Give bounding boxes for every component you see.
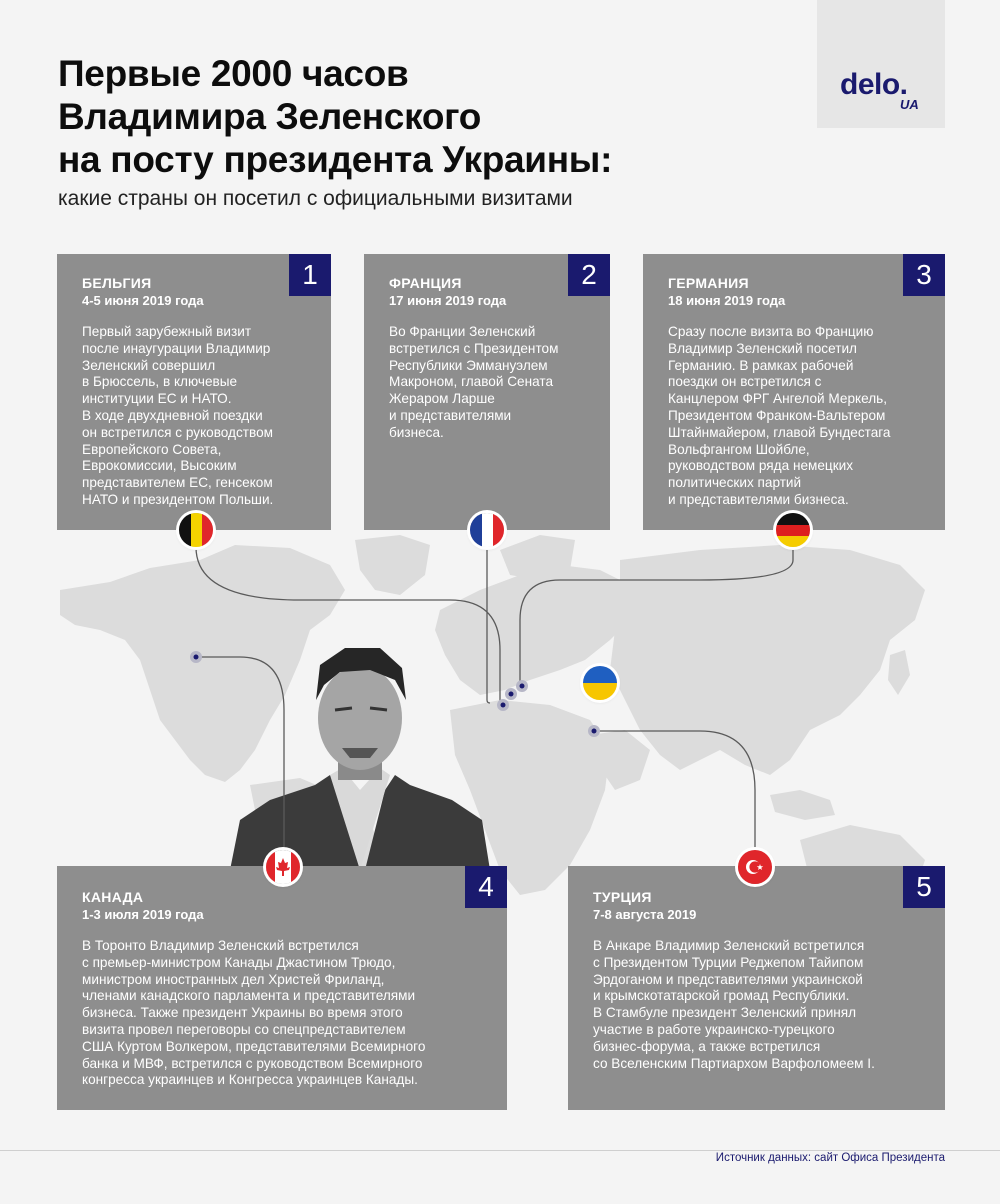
logo[interactable] (817, 0, 945, 128)
logo-suffix: UA (900, 97, 919, 112)
visit-date: 7-8 августа 2019 (593, 907, 697, 922)
title-line-1: Первые 2000 часов (58, 53, 409, 94)
footer-divider (0, 1150, 1000, 1151)
visit-description: Сразу после визита во Францию Владимир Зеленский посетил Германию. В рамках рабочей поездки он встретился с Канцлером ФРГ Ангелой Меркель, Президентом Франком-Вальтером Штайнмайером, главой Бундестага Вольфгангом Шойбле, руководством ряда немецких политических партий и представителями бизнеса. (668, 324, 891, 507)
world-map (0, 520, 1000, 900)
visit-date: 18 июня 2019 года (668, 293, 786, 308)
title-line-2: Владимира Зеленского (58, 96, 482, 137)
logo-text: delo. (840, 68, 908, 101)
visit-date: 4-5 июня 2019 года (82, 293, 204, 308)
page-title (58, 52, 612, 181)
visit-number: 3 (903, 254, 945, 296)
visit-date: 1-3 июля 2019 года (82, 907, 204, 922)
visit-card-france (364, 254, 610, 530)
president-portrait (220, 640, 500, 870)
germany-flag-icon (776, 513, 810, 547)
visit-card-turkey (568, 866, 945, 1110)
page-subtitle: какие страны он посетил с официальными визитами (58, 187, 573, 210)
visit-country: КАНАДА (82, 889, 144, 905)
visit-description: Во Франции Зеленский встретился с Президентом Республики Эммануэлем Макроном, главой Сената Жераром Ларше и представителями бизнеса. (389, 324, 559, 440)
visit-country: ТУРЦИЯ (593, 889, 652, 905)
canada-flag-icon (266, 850, 300, 884)
visit-card-belgium (57, 254, 331, 530)
visit-description: Первый зарубежный визит после инаугурации Владимир Зеленский совершил в Брюссель, в ключевые институции ЕС и НАТО. В ходе двухдневной поездки он встретился с руководством Европейского Совета, Еврокомиссии, Высоким представителем ЕС, генсеком НАТО и президентом Польши. (82, 324, 274, 507)
turkey-flag-icon (738, 850, 772, 884)
visit-number: 4 (465, 866, 507, 908)
visit-country: БЕЛЬГИЯ (82, 275, 152, 291)
visit-number: 5 (903, 866, 945, 908)
visit-description: В Анкаре Владимир Зеленский встретился с Президентом Турции Реджепом Тайипом Эрдоганом и представителями украинской и крымскотатарской громад Республики. В Стамбуле президент Зеленский принял участие в работе украинско-турецкого бизнес-форума, а также встретился со Вселенским Партиархом Варфоломеем I. (593, 938, 875, 1071)
visit-card-germany (643, 254, 945, 530)
visit-country: ГЕРМАНИЯ (668, 275, 749, 291)
visit-country: ФРАНЦИЯ (389, 275, 462, 291)
belgium-flag-icon (179, 513, 213, 547)
visit-number: 2 (568, 254, 610, 296)
ukraine-flag-icon (583, 666, 617, 700)
data-source: Источник данных: сайт Офиса Президента (715, 1152, 945, 1164)
title-line-3: на посту президента Украины: (58, 139, 613, 180)
visit-number: 1 (289, 254, 331, 296)
visit-description: В Торонто Владимир Зеленский встретился с премьер-министром Канады Джастином Трюдо, министром иностранных дел Христей Фриланд, членами канадского парламента и представителями бизнеса. Также президент Украины во время этого визита провел переговоры со спецпредставителем США Куртом Волкером, представителями Всемирного банка и МВФ, встретился с руководством Всемирного конгресса украинцев и Конгресса украинцев Канады. (82, 938, 426, 1088)
visit-date: 17 июня 2019 года (389, 293, 507, 308)
visit-card-canada (57, 866, 507, 1110)
france-flag-icon (470, 513, 504, 547)
